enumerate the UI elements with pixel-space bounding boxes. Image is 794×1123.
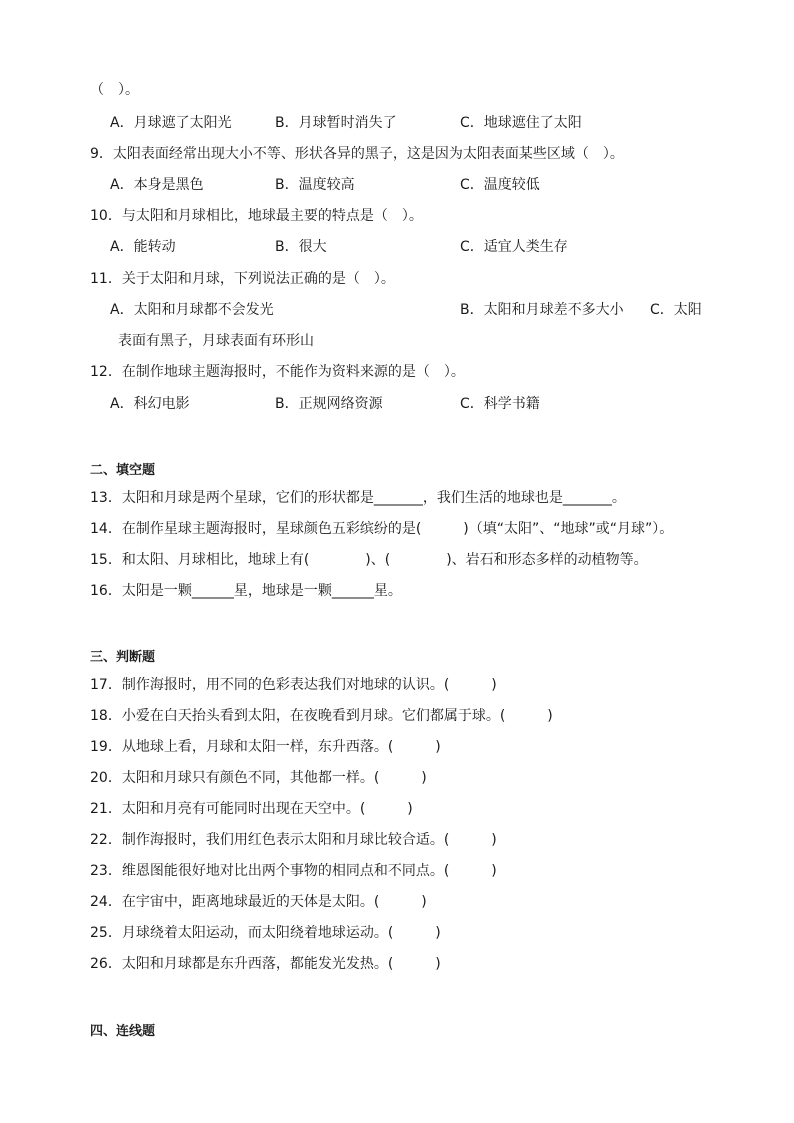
q11-option-c-continued: 表面有黑子，月球表面有环形山	[118, 333, 314, 349]
q12-option-c: C．科学书籍	[460, 396, 540, 412]
q10-option-c: C．适宜人类生存	[460, 239, 568, 255]
q8-tail: （ ）。	[90, 82, 139, 98]
q9-option-b: B．温度较高	[275, 177, 355, 193]
q15-stem: 15．和太阳、月球相比，地球上有( )、( )、岩石和形态多样的动植物等。	[90, 552, 648, 568]
q8-option-b: B．月球暂时消失了	[275, 115, 397, 131]
q17-stem: 17．制作海报时，用不同的色彩表达我们对地球的认识。( )	[90, 677, 497, 693]
q9-option-a: A．本身是黑色	[110, 177, 204, 193]
q24-stem: 24．在宇宙中，距离地球最近的天体是太阳。( )	[90, 894, 427, 910]
q8-option-a: A．月球遮了太阳光	[110, 115, 232, 131]
q8-option-c: C．地球遮住了太阳	[460, 115, 582, 131]
q18-stem: 18．小爱在白天抬头看到太阳，在夜晚看到月球。它们都属于球。( )	[90, 708, 553, 724]
q14-stem: 14．在制作星球主题海报时，星球颜色五彩缤纷的是( )（填“太阳”、“地球”或“月球”）。	[90, 521, 674, 537]
q10-stem: 10．与太阳和月球相比，地球最主要的特点是（ ）。	[90, 208, 423, 224]
q16-stem: 16．太阳是一颗______星，地球是一颗______星。	[90, 583, 402, 599]
section-fill-in-title: 二、填空题	[90, 463, 156, 478]
q11-option-a: A．太阳和月球都不会发光	[110, 302, 274, 318]
q12-option-a: A．科幻电影	[110, 396, 190, 412]
q11-stem: 11．关于太阳和月球，下列说法正确的是（ ）。	[90, 271, 395, 287]
section-true-false-title: 三、判断题	[90, 650, 156, 665]
q9-option-c: C．温度较低	[460, 177, 540, 193]
q20-stem: 20．太阳和月球只有颜色不同，其他都一样。( )	[90, 770, 427, 786]
q23-stem: 23．维恩图能很好地对比出两个事物的相同点和不同点。( )	[90, 863, 497, 879]
section-matching-title: 四、连线题	[90, 1024, 156, 1039]
q12-stem: 12．在制作地球主题海报时，不能作为资料来源的是（ ）。	[90, 364, 465, 380]
q19-stem: 19．从地球上看，月球和太阳一样，东升西落。( )	[90, 739, 441, 755]
q10-option-b: B．很大	[275, 239, 327, 255]
q12-option-b: B．正规网络资源	[275, 396, 383, 412]
q26-stem: 26．太阳和月球都是东升西落，都能发光发热。( )	[90, 956, 441, 972]
q11-option-b: B．太阳和月球差不多大小	[460, 302, 624, 318]
q21-stem: 21．太阳和月亮有可能同时出现在天空中。( )	[90, 801, 413, 817]
q22-stem: 22．制作海报时，我们用红色表示太阳和月球比较合适。( )	[90, 832, 497, 848]
q10-option-a: A．能转动	[110, 239, 176, 255]
q9-stem: 9．太阳表面经常出现大小不等、形状各异的黑子，这是因为太阳表面某些区域（ ）。	[90, 146, 624, 162]
q13-stem: 13．太阳和月球是两个星球，它们的形状都是_______，我们生活的地球也是_______。	[90, 490, 626, 506]
q11-option-c: C．太阳	[650, 302, 702, 318]
q25-stem: 25．月球绕着太阳运动，而太阳绕着地球运动。( )	[90, 925, 441, 941]
